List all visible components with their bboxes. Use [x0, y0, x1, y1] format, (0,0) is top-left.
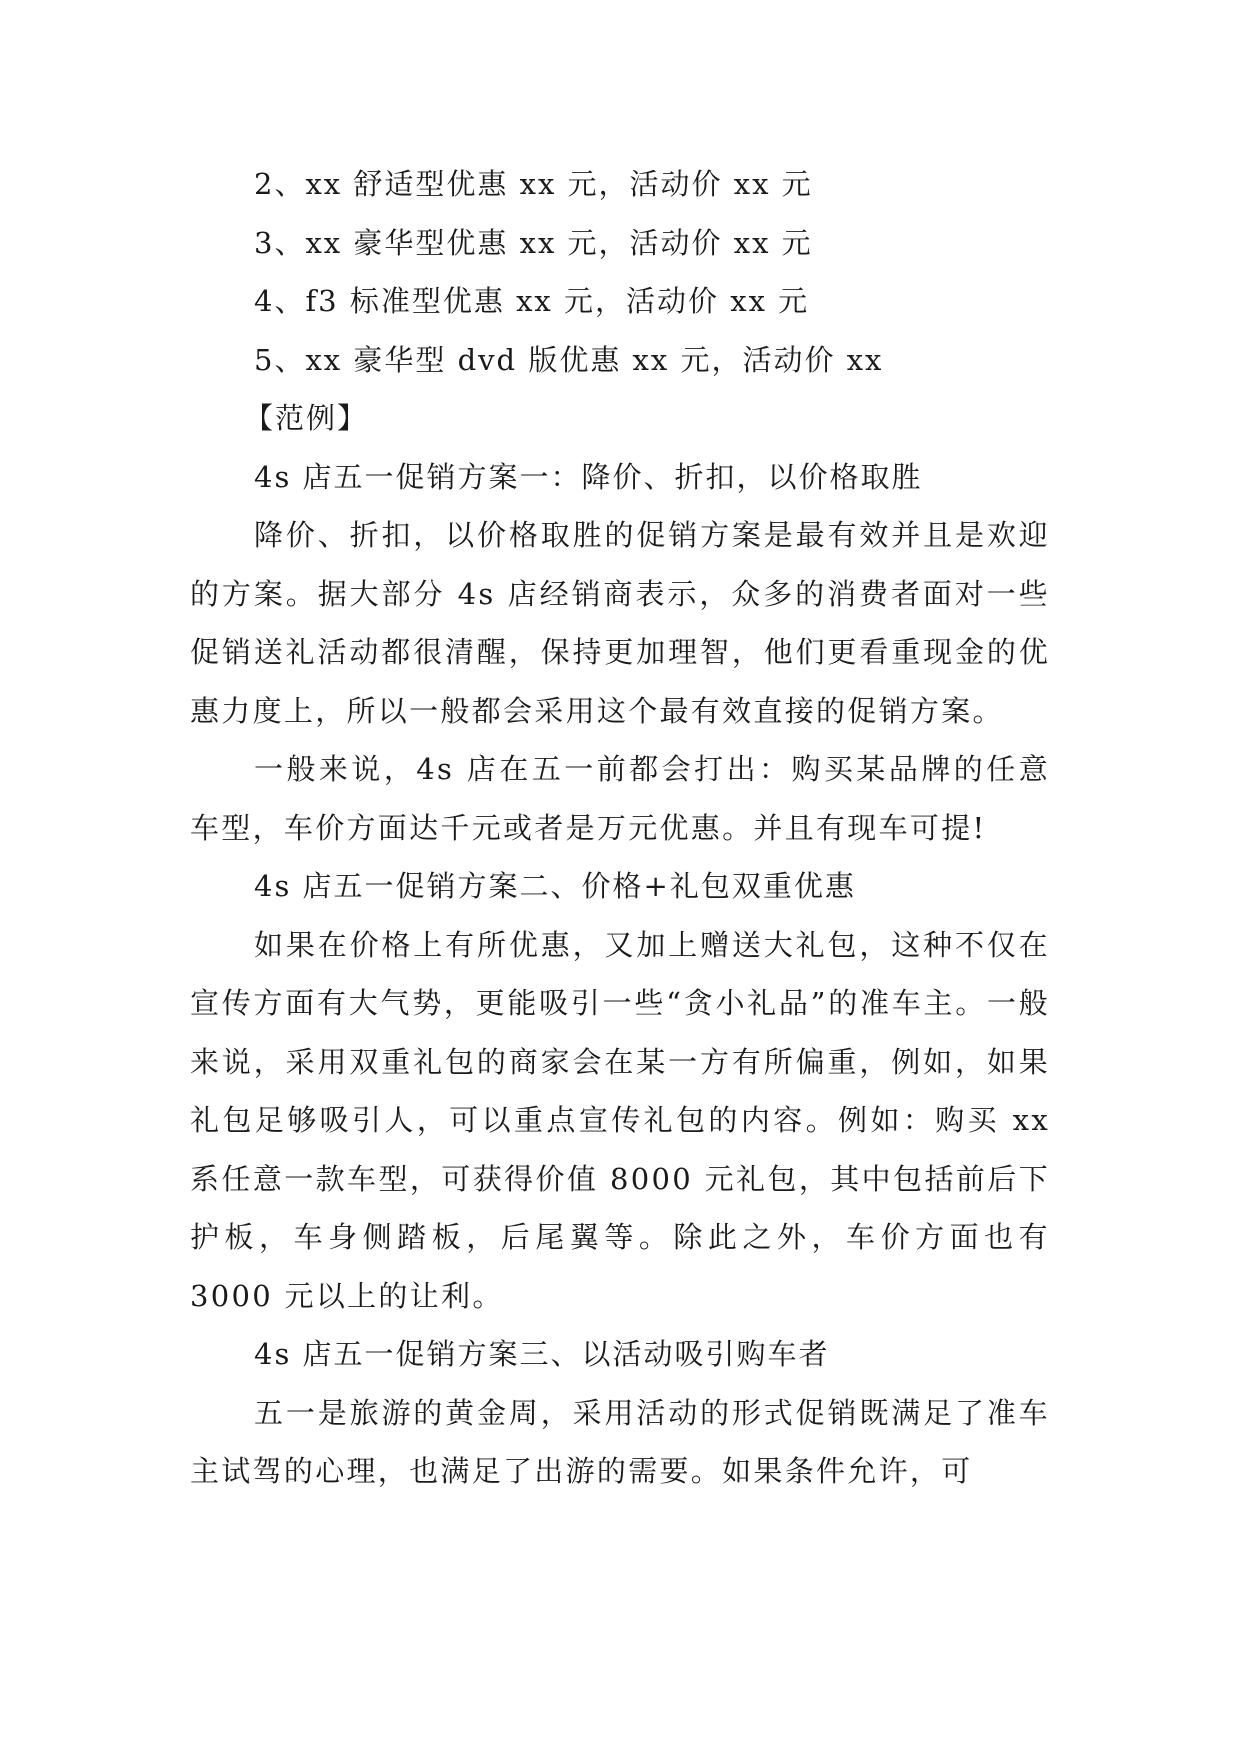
paragraph: 一般来说，4s 店在五一前都会打出：购买某品牌的任意车型，车价方面达千元或者是万元优惠。并且有现车可提! — [190, 752, 1050, 845]
section-heading: 4s 店五一促销方案二、价格+礼包双重优惠 — [254, 869, 856, 903]
paragraph: 降价、折扣，以价格取胜的促销方案是最有效并且是欢迎的方案。据大部分 4s 店经销商表示，众多的消费者面对一些促销送礼活动都很清醒，保持更加理智，他们更看重现金的优惠力度上，所以一般都会采用这个最有效直接的促销方案。 — [190, 518, 1050, 728]
list-item: 5、xx 豪华型 dvd 版优惠 xx 元，活动价 xx — [254, 342, 884, 377]
example-label: 【范例】 — [244, 401, 369, 435]
section-heading: 4s 店五一促销方案一：降价、折扣，以价格取胜 — [254, 459, 923, 494]
document-page — [190, 155, 1050, 1501]
section-heading: 4s 店五一促销方案三、以活动吸引购车者 — [254, 1337, 830, 1371]
paragraph: 五一是旅游的黄金周，采用活动的形式促销既满足了准车主试驾的心理，也满足了出游的需要。如果条件允许，可 — [190, 1395, 1050, 1488]
list-item: 4、f3 标准型优惠 xx 元，活动价 xx 元 — [254, 284, 810, 318]
paragraph: 如果在价格上有所优惠，又加上赠送大礼包，这种不仅在宣传方面有大气势，更能吸引一些“贪小礼品”的准车主。一般来说，采用双重礼包的商家会在某一方有所偏重，例如，如果礼包足够吸引人，可以重点宣传礼包的内容。例如：购买 xx 系任意一款车型，可获得价值 8000 元礼包，其中包括前后下护板，车身侧踏板，后尾翼等。除此之外，车价方面也有 3000 元以上的让利。 — [190, 927, 1050, 1313]
list-item: 3、xx 豪华型优惠 xx 元，活动价 xx 元 — [254, 225, 813, 260]
list-item: 2、xx 舒适型优惠 xx 元，活动价 xx 元 — [254, 167, 813, 201]
